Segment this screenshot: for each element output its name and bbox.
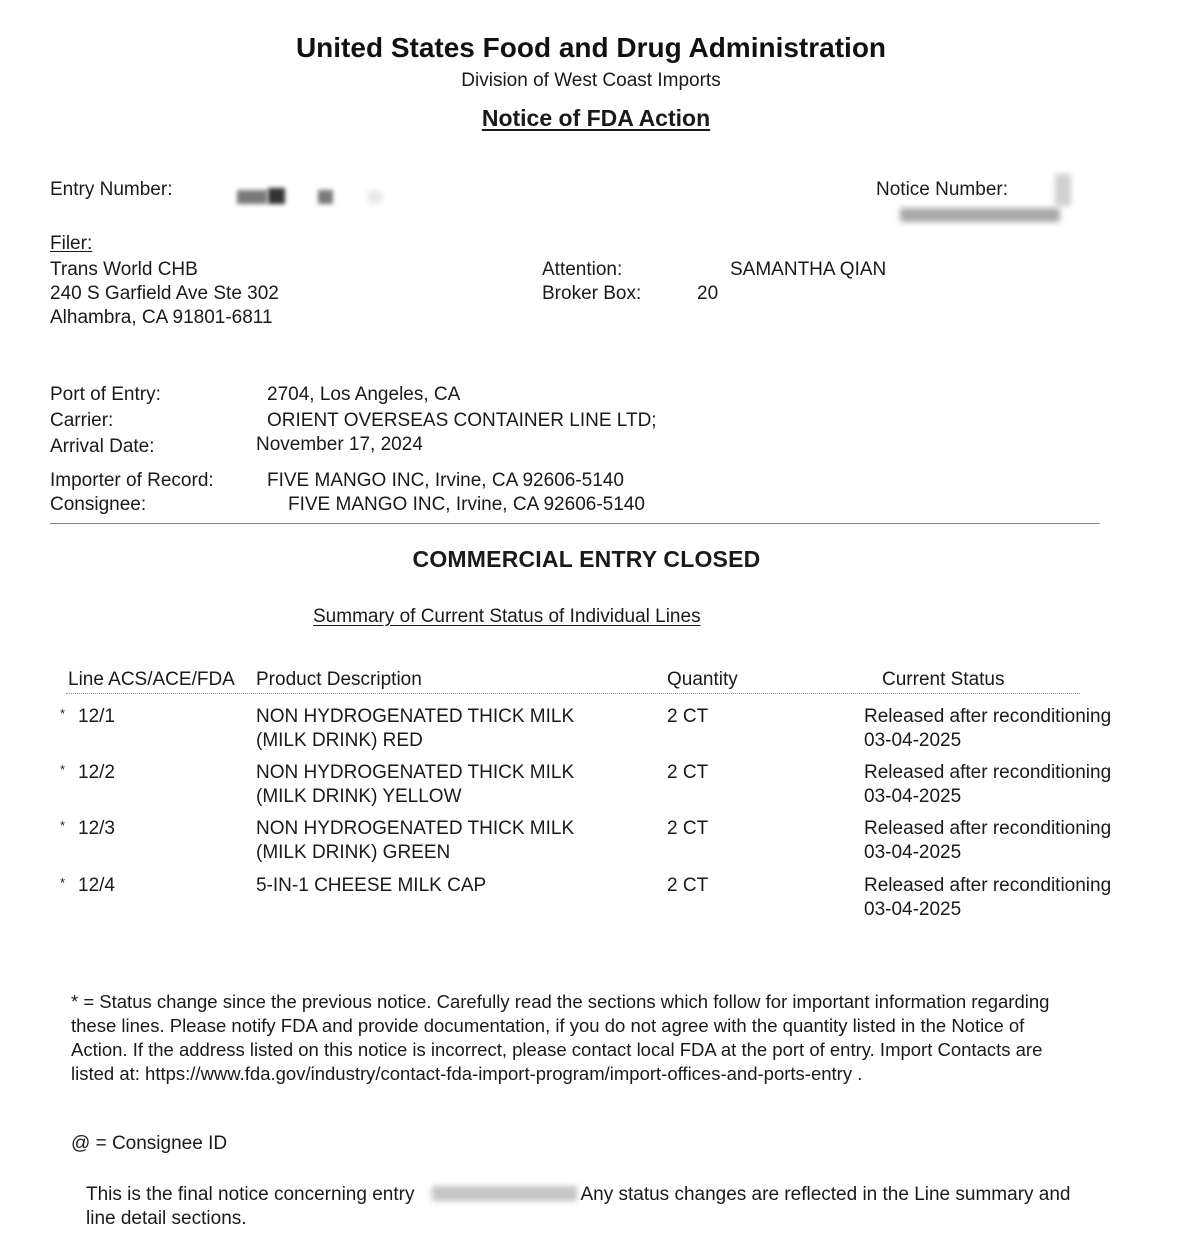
entry-number-redacted-footer — [432, 1186, 577, 1201]
port-of-entry-value: 2704, Los Angeles, CA — [267, 384, 461, 405]
consignee-id-footnote: @ = Consignee ID — [71, 1133, 228, 1154]
current-status: Released after reconditioning 03-04-2025 — [864, 762, 1112, 807]
status-change-marker: * — [60, 818, 66, 833]
summary-title: Summary of Current Status of Individual Lines — [313, 606, 701, 627]
final-notice-part2: Any status changes are reflected in the Line summary and — [580, 1184, 1071, 1205]
section-divider — [50, 523, 1100, 524]
filer-address-line2: Alhambra, CA 91801-6811 — [50, 307, 273, 328]
line-number: 12/1 — [78, 706, 115, 727]
line-number: 12/3 — [78, 818, 115, 839]
entry-status-heading: COMMERCIAL ENTRY CLOSED — [412, 546, 761, 572]
division-subtitle: Division of West Coast Imports — [461, 70, 721, 91]
importer-of-record-value: FIVE MANGO INC, Irvine, CA 92606-5140 — [267, 470, 624, 491]
product-description: NON HYDROGENATED THICK MILK (MILK DRINK) GREEN — [256, 818, 575, 863]
status-change-marker: * — [60, 762, 66, 777]
column-header-line: Line ACS/ACE/FDA — [68, 669, 235, 690]
arrival-date-value: November 17, 2024 — [256, 434, 423, 455]
status-change-footnote: * = Status change since the previous notice. Carefully read the sections which follow for important information regarding these lines. Please notify FDA and provide documentation, if you do not agree with the quantity listed in the Notice of Action. If the address listed on this notice is incorrect, please contact local FDA at the port of entry. Import Contacts are listed at: https://www.fda.gov/industry/contact-fda-import-program/import-offices-and-ports-entry . — [71, 991, 1050, 1084]
product-description: NON HYDROGENATED THICK MILK (MILK DRINK) RED — [256, 706, 575, 751]
quantity: 2 CT — [667, 706, 709, 727]
quantity: 2 CT — [667, 762, 709, 783]
importer-of-record-label: Importer of Record: — [50, 470, 214, 491]
final-notice-text — [86, 1183, 1071, 1231]
entry-number-label: Entry Number: — [50, 179, 173, 200]
current-status: Released after reconditioning 03-04-2025 — [864, 818, 1112, 863]
product-description: NON HYDROGENATED THICK MILK (MILK DRINK) YELLOW — [256, 762, 575, 807]
attention-value: SAMANTHA QIAN — [730, 259, 887, 280]
table-row — [0, 817, 1192, 873]
notice-number-label: Notice Number: — [876, 179, 1008, 200]
broker-box-value: 20 — [697, 283, 719, 304]
status-change-marker: * — [60, 706, 66, 721]
column-header-description: Product Description — [256, 669, 422, 690]
consignee-value: FIVE MANGO INC, Irvine, CA 92606-5140 — [288, 494, 645, 515]
filer-name: Trans World CHB — [50, 259, 198, 280]
arrival-date-label: Arrival Date: — [50, 436, 155, 457]
filer-label: Filer: — [50, 233, 93, 254]
current-status: Released after reconditioning 03-04-2025 — [864, 706, 1112, 751]
line-number: 12/2 — [78, 762, 115, 783]
final-notice-line2: line detail sections. — [86, 1208, 247, 1229]
table-row — [0, 705, 1192, 761]
carrier-label: Carrier: — [50, 410, 114, 431]
current-status: Released after reconditioning 03-04-2025 — [864, 875, 1112, 920]
final-notice-part1: This is the final notice concerning entry — [86, 1184, 415, 1205]
quantity: 2 CT — [667, 875, 709, 896]
product-description: 5-IN-1 CHEESE MILK CAP — [256, 875, 487, 896]
column-header-status: Current Status — [882, 669, 1005, 690]
line-number: 12/4 — [78, 875, 115, 896]
table-row — [0, 761, 1192, 817]
filer-address-line1: 240 S Garfield Ave Ste 302 — [50, 283, 279, 304]
column-header-quantity: Quantity — [667, 669, 738, 690]
broker-box-label: Broker Box: — [542, 283, 642, 304]
status-change-marker: * — [60, 875, 66, 890]
quantity: 2 CT — [667, 818, 709, 839]
table-row — [0, 874, 1192, 930]
header-rule — [66, 693, 1080, 694]
attention-label: Attention: — [542, 259, 623, 280]
agency-title: United States Food and Drug Administration — [295, 32, 887, 63]
consignee-label: Consignee: — [50, 494, 147, 515]
carrier-value: ORIENT OVERSEAS CONTAINER LINE LTD; — [267, 410, 657, 431]
port-of-entry-label: Port of Entry: — [50, 384, 161, 405]
notice-title-text: Notice of FDA Action — [481, 105, 711, 131]
notice-title — [0, 105, 1192, 132]
